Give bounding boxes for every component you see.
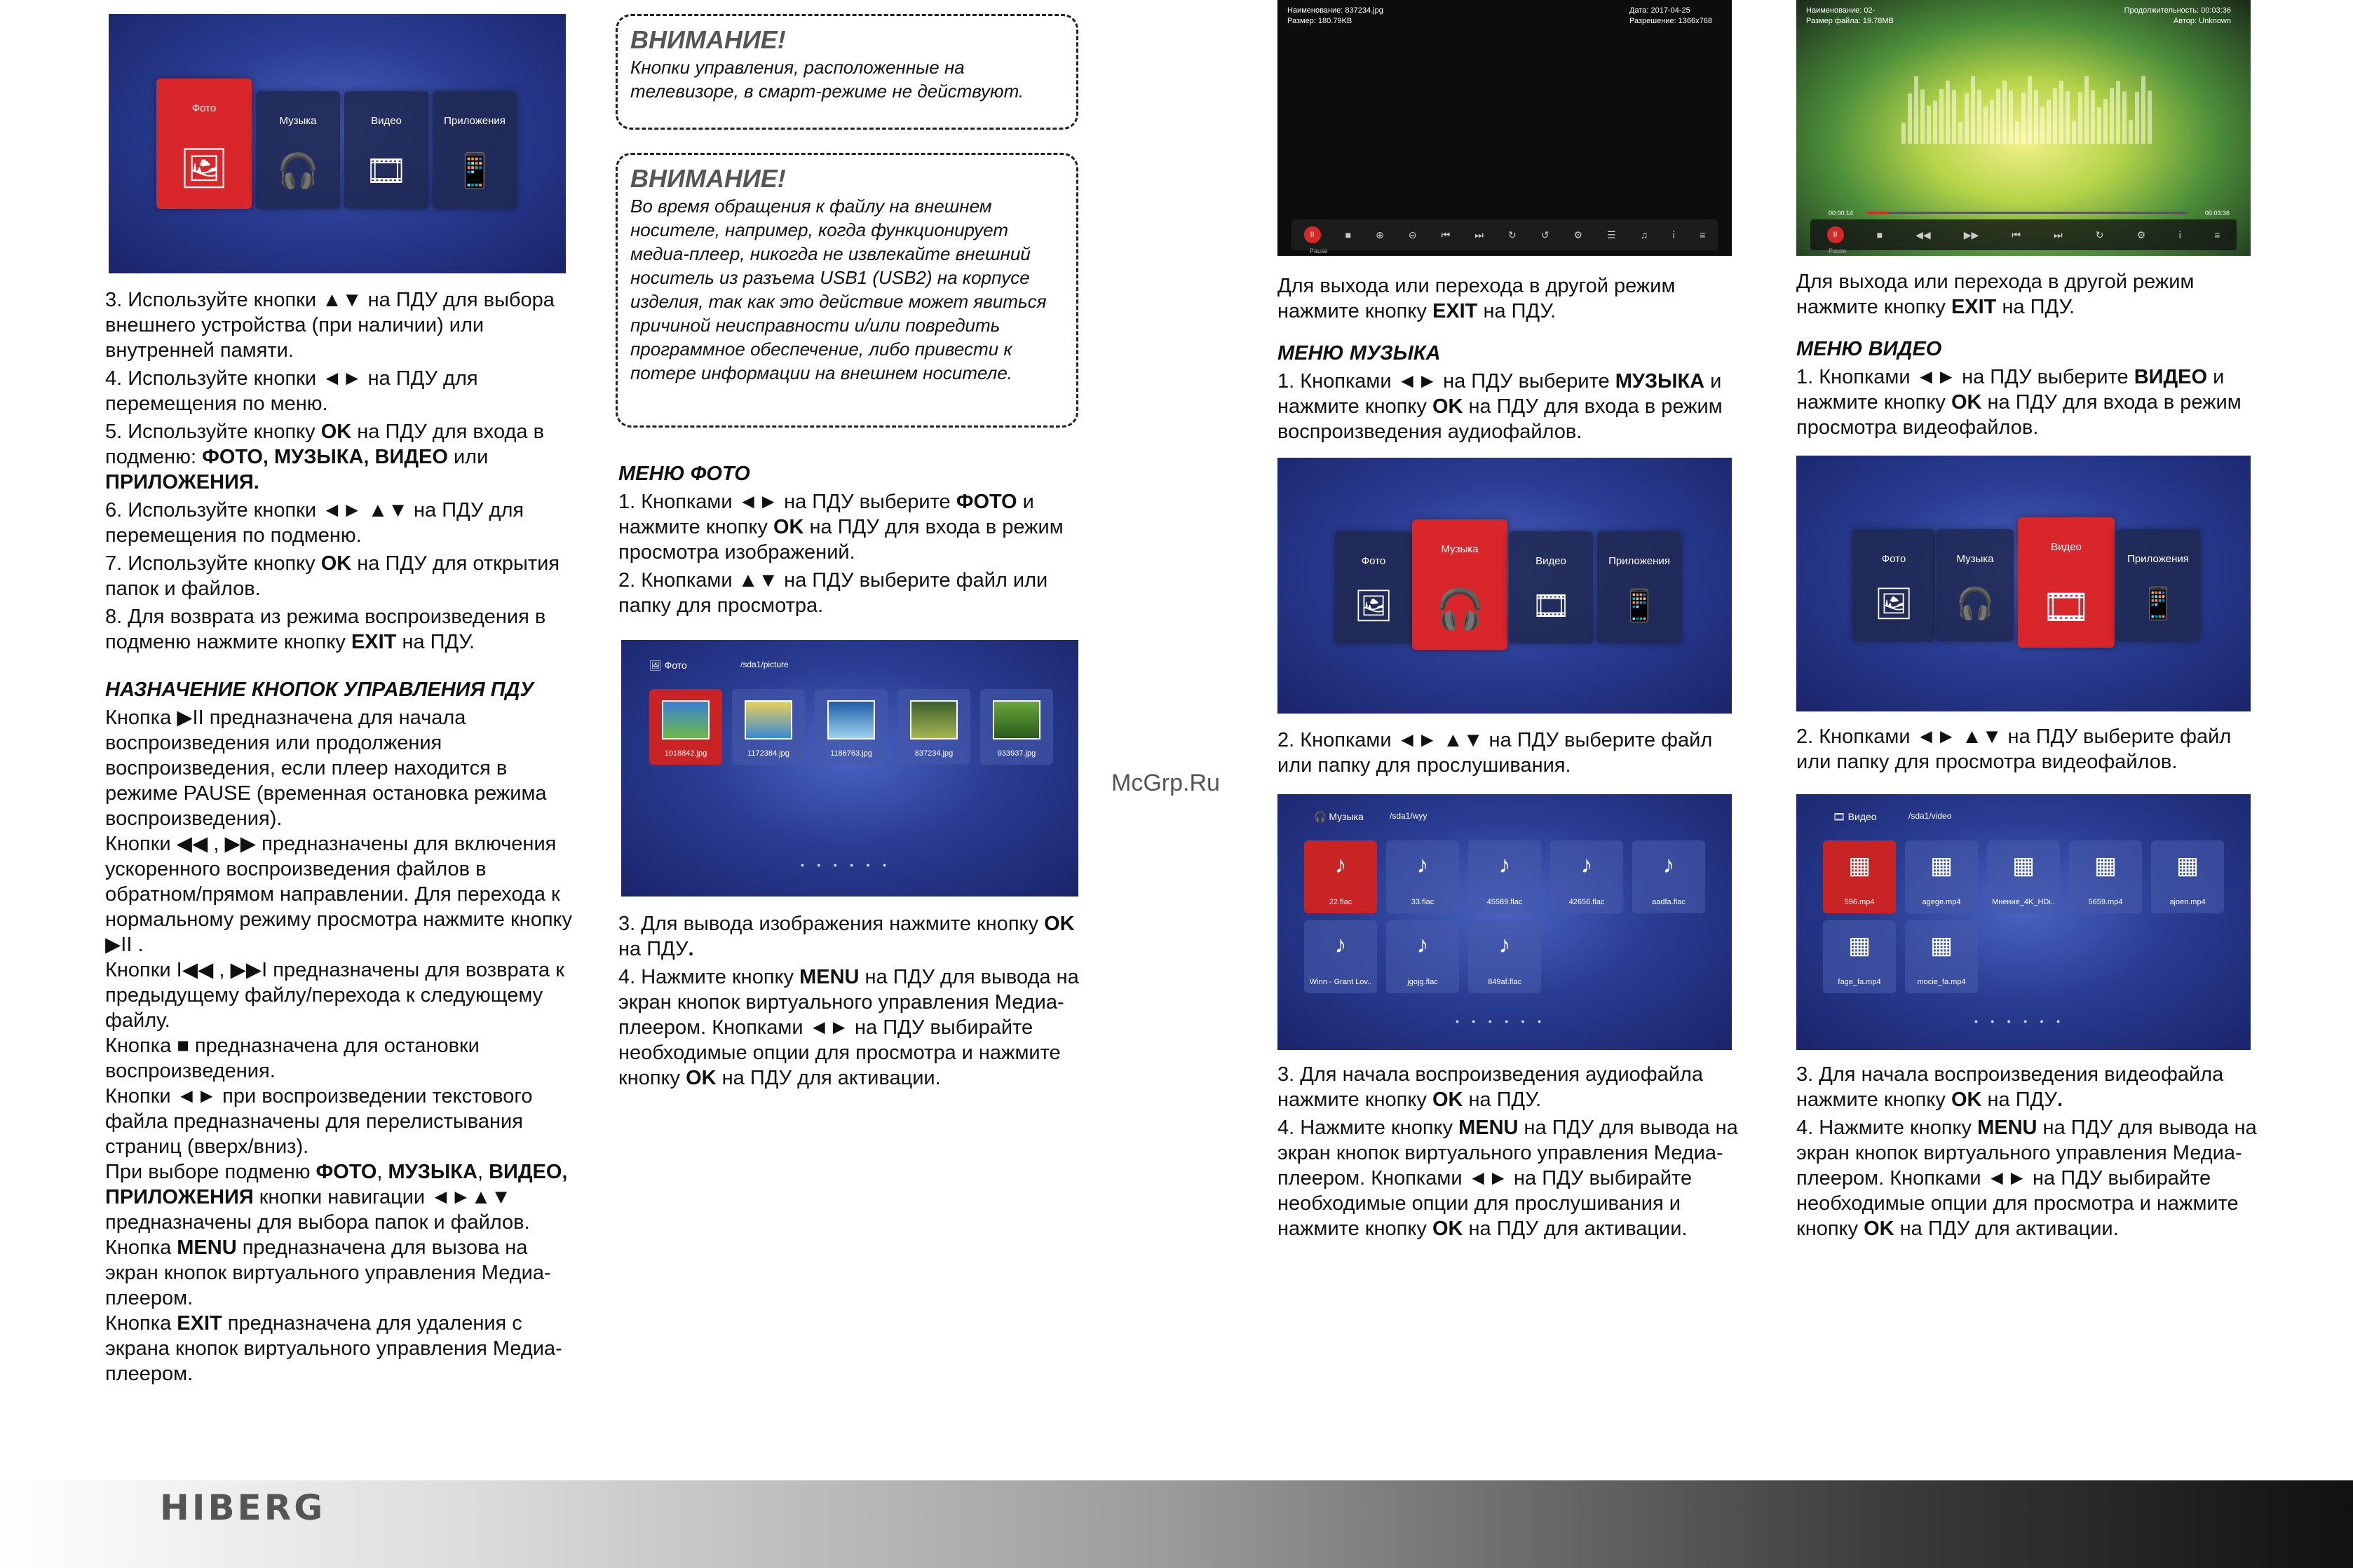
progress-bar: [1866, 212, 2188, 214]
photo-icon: 🖼: [1354, 589, 1393, 623]
equalizer-bar: [2091, 90, 2095, 144]
repeat-icon: ↻: [2095, 229, 2104, 240]
equalizer-bar: [1946, 81, 1950, 144]
equalizer-bar: [2103, 99, 2108, 144]
music-note-icon: ♪: [1416, 932, 1429, 958]
equalizer-bar: [2078, 92, 2082, 144]
file-name: ajoen.mp4: [2169, 898, 2206, 906]
file-name: 849af.flac: [1488, 978, 1521, 986]
equalizer-bar: [2002, 81, 2007, 144]
equalizer-bar: [2066, 91, 2070, 144]
equalizer-bar: [2059, 81, 2063, 144]
music-step-1: 1. Кнопками ◄► на ПДУ выберите МУЗЫКА и нажмите кнопку OK на ПДУ для входа в режим воспроизведения аудиофайлов.: [1277, 370, 1723, 443]
file-name: 22.flac: [1329, 898, 1352, 906]
music-note-icon: ♪: [1334, 852, 1347, 878]
step-3: 3. Используйте кнопки ▲▼ на ПДУ для выбора внешнего устройства (при наличии) или внутренней памяти.: [105, 289, 555, 362]
headphones-icon: 🎧: [277, 153, 319, 190]
menu-tile-photo: Фото 🖼: [156, 79, 252, 209]
main-menu-screenshot: [109, 14, 566, 273]
equalizer-bar: [2072, 121, 2076, 144]
file-tile: [1304, 840, 1377, 913]
video-menu-heading: МЕНЮ ВИДЕО: [1796, 338, 1942, 360]
equalizer-bar: [2116, 81, 2120, 144]
file-tile: [1386, 920, 1459, 993]
photo-exit-note: Для выхода или перехода в другой режим нажмите кнопку EXIT на ПДУ.: [1277, 275, 1676, 322]
prev-icon: ⏮: [2012, 229, 2021, 240]
file-tile: [1823, 920, 1896, 993]
photo-step-2: 2. Кнопками ▲▼ на ПДУ выберите файл или папку для просмотра.: [618, 569, 1048, 617]
image-thumb-icon: [910, 700, 958, 739]
info-icon: ⅰ: [2178, 229, 2182, 240]
file-name: Winn - Grant Lov..: [1309, 978, 1372, 986]
col3-text-top: [1277, 273, 1740, 447]
menu-tile-video: Видео 🎞: [2018, 517, 2115, 648]
file-tile: [1386, 840, 1459, 913]
para-stop: Кнопка ■ предназначена для остановки воспроизведения.: [105, 1035, 480, 1082]
image-thumb-icon: [827, 700, 875, 739]
pause-icon: II: [1827, 226, 1844, 243]
equalizer-bar: [2040, 107, 2045, 144]
menu-tile-music: Музыка 🎧: [1412, 519, 1507, 650]
menu-tile-apps: Приложения 📱: [433, 91, 517, 209]
menu-tile-music: Музыка 🎧: [1937, 529, 2014, 641]
photo-icon: 🖼: [649, 660, 662, 671]
film-reel-icon: 🎞: [2041, 585, 2091, 629]
film-reel-icon: 🎞: [1531, 589, 1571, 623]
file-name: jgojg.flac: [1407, 978, 1438, 986]
music-icon: ♫: [1640, 229, 1648, 240]
file-tile: [1468, 840, 1541, 913]
video-file-icon: ▦: [2176, 852, 2199, 879]
music-step-2: 2. Кнопками ◄► ▲▼ на ПДУ выберите файл или папку для прослушивания.: [1277, 729, 1713, 777]
photo-player-screenshot: Наименование: 837234.jpg Размер: 180.79KB Дата: 2017-04-25 Разрешение: 1366x768 II ■ ⊕ ⊖ ⏮ ⏭ ↻ ↺ ⚙ ☰ ♫ ⅰ ≡ Pause: [1277, 0, 1732, 256]
playlist-icon: ☰: [1607, 229, 1616, 240]
music-steps-3-4: [1277, 1062, 1740, 1244]
stop-icon: ■: [1345, 229, 1352, 240]
equalizer-bar: [1984, 106, 1988, 144]
footer-band: [0, 1480, 2353, 1568]
file-name: 5659.mp4: [2088, 898, 2123, 906]
step-6: 6. Используйте кнопки ◄► ▲▼ на ПДУ для перемещения по подменю.: [105, 499, 524, 547]
settings-icon: ⚙: [1573, 229, 1583, 240]
image-thumb-icon: [745, 700, 792, 739]
para-navigation: При выборе подменю ФОТО, МУЗЫКА, ВИДЕО, ПРИЛОЖЕНИЯ кнопки навигации ◄►▲▼ предназначены для выбора папок и файлов.: [105, 1161, 568, 1234]
photo-icon: 🖼: [1874, 587, 1913, 621]
equalizer-bar: [2047, 100, 2051, 144]
watermark: McGrp.Ru: [1111, 770, 1220, 796]
file-name: 596.mp4: [1844, 898, 1875, 906]
file-tile: [1468, 920, 1541, 993]
zoom-in-icon: ⊕: [1376, 229, 1384, 240]
equalizer-bar: [1990, 100, 1994, 144]
para-exit: Кнопка EXIT предназначена для удаления с экрана кнопок виртуального управления Медиа-плеером.: [105, 1312, 562, 1385]
music-menu-screenshot: [1277, 458, 1732, 714]
step-4: 4. Используйте кнопки ◄► на ПДУ для перемещения по меню.: [105, 367, 478, 415]
apps-icon: 📱: [454, 153, 496, 190]
equalizer-bar: [2148, 90, 2152, 144]
remote-hints: ●●●●●●: [800, 861, 900, 868]
equalizer-bar: [1908, 94, 1912, 144]
rewind-icon: ◀◀: [1915, 229, 1931, 240]
para-rewind: Кнопки ◀◀ , ▶▶ предназначены для включения ускоренного воспроизведения файлов в обратном/прямом направлении. Для перехода к нормальному режиму просмотра нажмите кнопку ▶II .: [105, 833, 573, 956]
file-tile: [2069, 840, 2142, 913]
equalizer-bar: [1996, 89, 2000, 144]
video-file-icon: ▦: [1930, 932, 1953, 959]
list-icon: ≡: [1700, 229, 1706, 240]
file-name: agege.mp4: [1922, 898, 1961, 906]
video-file-icon: ▦: [1847, 932, 1871, 959]
warning-box-1: ВНИМАНИЕ! Кнопки управления, расположенные на телевизоре, в смарт-режиме не действуют.: [616, 14, 1078, 130]
video-step-4: 4. Нажмите кнопку MENU на ПДУ для вывода на экран кнопок виртуального управления Медиа-плеером. Кнопками ◄► на ПДУ выбирайте необходимые опции для просмотра и нажмите кнопку OK на ПДУ для активации.: [1796, 1117, 2257, 1240]
equalizer-visual: [1796, 0, 2251, 256]
equalizer-bar: [2009, 90, 2013, 144]
file-tile: [1550, 840, 1623, 913]
photo-steps-3-4: [618, 911, 1081, 1093]
file-tile: 1018842.jpg: [649, 689, 722, 765]
file-name: aadfa.flac: [1652, 898, 1686, 906]
video-file-icon: ▦: [1930, 852, 1953, 879]
equalizer-bar: [2084, 76, 2089, 144]
equalizer-bar: [2034, 90, 2038, 144]
prev-icon: ⏮: [1441, 229, 1451, 240]
equalizer-bar: [1920, 90, 1925, 144]
stop-icon: ■: [1876, 229, 1883, 240]
photo-step-3: 3. Для вывода изображения нажмите кнопку OK на ПДУ.: [618, 913, 1075, 960]
music-note-icon: ♪: [1662, 852, 1675, 878]
file-name: 45589.flac: [1486, 898, 1523, 906]
equalizer-bar: [2122, 91, 2127, 144]
equalizer-bar: [1958, 122, 1962, 144]
equalizer-bar: [2141, 76, 2145, 144]
col4-text-top: [1796, 269, 2259, 443]
equalizer-bar: [1977, 90, 1981, 144]
image-thumb-icon: [993, 700, 1040, 739]
file-tile: 933937.jpg: [980, 689, 1053, 765]
equalizer-bar: [1939, 89, 1944, 144]
photo-menu-heading: МЕНЮ ФОТО: [618, 463, 750, 485]
remote-hints: ●●●●●●: [1974, 1018, 2073, 1025]
music-menu-heading: МЕНЮ МУЗЫКА: [1277, 342, 1441, 364]
step-8: 8. Для возврата из режима воспроизведения в подменю нажмите кнопку EXIT на ПДУ.: [105, 606, 546, 653]
file-tile: [1823, 840, 1896, 913]
para-play-pause: Кнопка ▶II предназначена для начала воспроизведения или продолжения воспроизведения, если плеер находится в режиме PAUSE (временная остановка режима воспроизведения).: [105, 707, 547, 830]
video-browser-screenshot: 🎞 Видео /sda1/video ▦ 596.mp4 ▦ agege.mp4 ▦ Мнение_4K_HDi.. ▦ 5659.mp4 ▦ ajoen.mp4 ▦ fage_fa.mp4 ▦ mocie_fa.mp4 ●●●●●●: [1796, 794, 2251, 1050]
equalizer-bar: [1971, 76, 1975, 144]
equalizer-bar: [2053, 88, 2057, 144]
step-5: 5. Используйте кнопку OK на ПДУ для входа в подменю: ФОТО, МУЗЫКА, ВИДЕО или ПРИЛОЖЕНИЯ.: [105, 421, 544, 493]
equalizer-bar: [2135, 92, 2139, 144]
menu-tile-video: Видео 🎞: [1509, 531, 1593, 643]
menu-tile-music: Музыка 🎧: [256, 91, 340, 209]
remote-hints: ●●●●●●: [1455, 1018, 1554, 1025]
equalizer-bar: [1965, 93, 1969, 144]
equalizer-bar: [1914, 76, 1918, 144]
forward-icon: ▶▶: [1963, 229, 1979, 240]
file-tile: [1905, 920, 1978, 993]
menu-tile-apps: Приложения 📱: [2116, 529, 2200, 641]
info-icon: ⅰ: [1672, 229, 1676, 240]
video-step-1: 1. Кнопками ◄► на ПДУ выберите ВИДЕО и нажмите кнопку OK на ПДУ для входа в режим просмотра видеофайлов.: [1796, 366, 2242, 439]
video-file-icon: ▦: [1847, 852, 1871, 879]
pause-icon: II: [1304, 226, 1321, 243]
remote-buttons-heading: НАЗНАЧЕНИЕ КНОПОК УПРАВЛЕНИЯ ПДУ: [105, 679, 534, 701]
equalizer-bar: [2097, 107, 2101, 144]
video-file-icon: ▦: [2012, 852, 2035, 879]
photo-menu-text: [618, 461, 1081, 621]
photo-step-1: 1. Кнопками ◄► на ПДУ выберите ФОТО и нажмите кнопку OK на ПДУ для входа в режим просмотра изображений.: [618, 491, 1064, 564]
music-note-icon: ♪: [1498, 932, 1511, 958]
music-step-3: 3. Для начала воспроизведения аудиофайла нажмите кнопку OK на ПДУ.: [1277, 1063, 1704, 1111]
file-tile: [1632, 840, 1705, 913]
file-tile: [2151, 840, 2224, 913]
para-page: Кнопки ◄► при воспроизведении текстового файла предназначены для перелистывания страниц (вверх/вниз).: [105, 1085, 533, 1158]
file-name: 42656.flac: [1568, 898, 1605, 906]
equalizer-bar: [1952, 90, 1956, 144]
equalizer-bar: [1933, 101, 1937, 144]
file-name: fage_fa.mp4: [1838, 978, 1881, 986]
video-steps-3-4: [1796, 1062, 2259, 1244]
music-note-icon: ♪: [1580, 852, 1593, 878]
equalizer-bar: [2015, 121, 2019, 144]
equalizer-bar: [1901, 123, 1906, 144]
file-name: Мнение_4K_HDi..: [1992, 898, 2055, 906]
player-controls: [1810, 219, 2237, 250]
rotate-back-icon: ↺: [1540, 229, 1550, 240]
video-menu-screenshot: [1796, 456, 2251, 711]
headphones-icon: 🎧: [1435, 587, 1484, 631]
photo-browser-screenshot: 🖼 Фото /sda1/picture 1018842.jpg 1172384.jpg 1186763.jpg 837234.jpg 933937.jpg ●●●●●●: [621, 640, 1078, 897]
apps-icon: 📱: [2138, 587, 2178, 621]
video-step-3: 3. Для начала воспроизведения видеофайла нажмите кнопку OK на ПДУ.: [1796, 1063, 2224, 1111]
next-icon: ⏭: [1474, 229, 1484, 240]
image-thumb-icon: [662, 700, 710, 739]
apps-icon: 📱: [1620, 589, 1659, 623]
file-tile: 1172384.jpg: [732, 689, 805, 765]
music-step-4: 4. Нажмите кнопку MENU на ПДУ для вывода на экран кнопок виртуального управления Медиа-плеером. Кнопками ◄► на ПДУ выбирайте необходимые опции для прослушивания и нажмите кнопку OK на ПДУ для активации.: [1277, 1117, 1738, 1240]
music-note-icon: ♪: [1334, 932, 1347, 958]
next-icon: ⏭: [2054, 229, 2063, 240]
file-tile: [1987, 840, 2060, 913]
equalizer-bar: [2028, 76, 2032, 144]
file-tile: 1186763.jpg: [815, 689, 888, 765]
brand-logo: HIBERG: [160, 1487, 326, 1528]
equalizer-bar: [1927, 106, 1931, 144]
menu-tile-apps: Приложения 📱: [1597, 531, 1681, 643]
music-browser-screenshot: 🎧 Музыка /sda1/wyy ♪ 22.flac ♪ 33.flac ♪ 45589.flac ♪ 42656.flac ♪ aadfa.flac ♪ Winn - Grant Lov.. ♪ jgojg.flac ♪ 849af.flac ●●●●●●: [1277, 794, 1732, 1050]
menu-tile-photo: Фото 🖼: [1335, 531, 1412, 643]
zoom-out-icon: ⊖: [1408, 229, 1417, 240]
photo-step-4: 4. Нажмите кнопку MENU на ПДУ для вывода на экран кнопок виртуального управления Медиа-плеером. Кнопками ◄► на ПДУ выбирайте необходимые опции для просмотра и нажмите кнопку OK на ПДУ для активации.: [618, 966, 1079, 1089]
settings-icon: ⚙: [2136, 229, 2146, 240]
file-tile: [1304, 920, 1377, 993]
file-tile: [1905, 840, 1978, 913]
file-name: 33.flac: [1411, 898, 1435, 906]
photo-icon: 🖼: [179, 146, 229, 190]
equalizer-bar: [2129, 120, 2133, 144]
para-prev-next: Кнопки I◀◀ , ▶▶I предназначены для возврата к предыдущему файлу/перехода к следующему файлу.: [105, 959, 564, 1032]
file-tile: 837234.jpg: [897, 689, 970, 765]
menu-tile-photo: Фото 🖼: [1852, 529, 1935, 641]
music-note-icon: ♪: [1498, 852, 1511, 878]
music-exit-note: Для выхода или перехода в другой режим нажмите кнопку EXIT на ПДУ.: [1796, 271, 2195, 318]
equalizer-bar: [2110, 88, 2114, 144]
music-note-icon: ♪: [1416, 852, 1429, 878]
equalizer-bar: [2021, 93, 2026, 144]
film-reel-icon: 🎞: [1833, 811, 1845, 822]
step-7: 7. Используйте кнопку OK на ПДУ для открытия папок и файлов.: [105, 552, 560, 600]
headphones-icon: 🎧: [1314, 811, 1327, 822]
video-file-icon: ▦: [2094, 852, 2117, 879]
video-step-2: 2. Кнопками ◄► ▲▼ на ПДУ выберите файл или папку для просмотра видеофайлов.: [1796, 725, 2232, 773]
film-reel-icon: 🎞: [365, 153, 408, 190]
music-player-screenshot: Наименование: 02- Размер файла: 19.78MB Продолжительность: 00:03:36 Автор: Unknown 00:00:14 00:03:36 II ■ ◀◀ ▶▶ ⏮ ⏭ ↻ ⚙ ⅰ ≡ Pause: [1796, 0, 2251, 256]
list-icon: ≡: [2214, 229, 2220, 240]
rotate-icon: ↻: [1507, 229, 1517, 240]
warning-box-2: ВНИМАНИЕ! Во время обращения к файлу на внешнем носителе, например, когда функционирует медиа-плеер, никогда не извлекайте внешний носитель из разъема USB1 (USB2) на корпусе изделия, так как это действие может явиться причиной неисправности и/или повредить программное обеспечение, либо привести к потере информации на внешнем носителе.: [616, 153, 1078, 428]
menu-tile-video: Видео 🎞: [344, 91, 428, 209]
column-1-text: [105, 287, 582, 1389]
headphones-icon: 🎧: [1955, 587, 1995, 621]
player-controls: [1291, 219, 1718, 250]
para-menu: Кнопка MENU предназначена для вызова на экран кнопок виртуального управления Медиа-плеером.: [105, 1236, 551, 1309]
file-name: mocie_fa.mp4: [1917, 978, 1966, 986]
